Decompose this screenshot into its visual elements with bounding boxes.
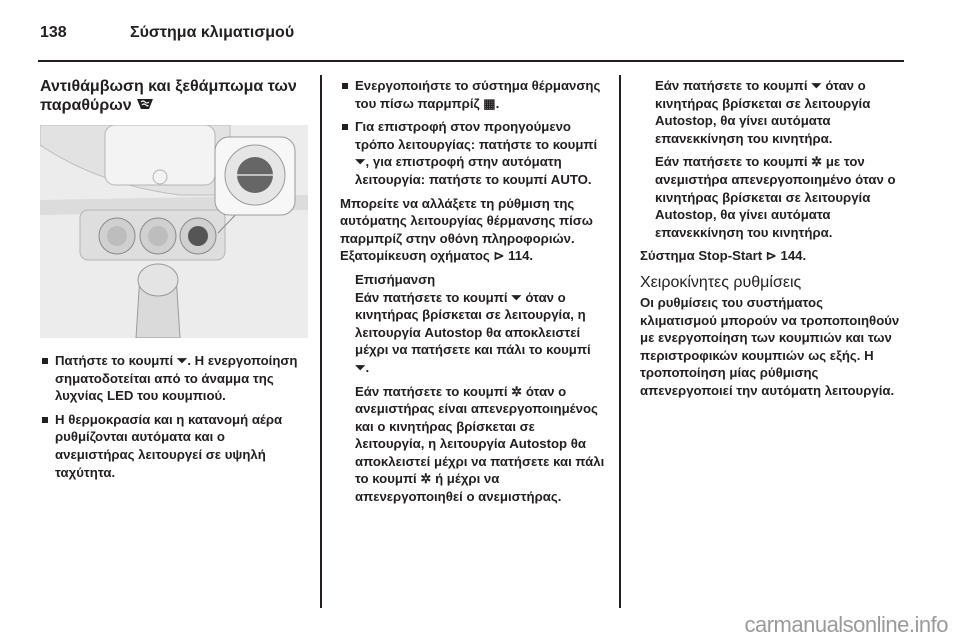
bullet-item: Για επιστροφή στον προηγούμενο τρόπο λειτουργίας: πατήστε το κουμπί ⏷, για επιστροφή στην αυτόματη λειτουργία: πατήστε το κουμπί AUTO.	[340, 118, 605, 188]
column-divider-1	[320, 75, 322, 608]
note-paragraph: Εάν πατήσετε το κουμπί ⏷ όταν ο κινητήρας βρίσκεται σε λειτουργία, η λειτουργία Autostop θα αποκλειστεί μέχρι να πατήσετε και πάλι το κουμπί ⏷.	[355, 289, 591, 375]
header-rule	[38, 60, 904, 62]
column-2	[340, 77, 605, 512]
note-box	[340, 271, 605, 506]
windscreen-defrost-icon	[136, 97, 154, 111]
bullet-item: Ενεργοποιήστε το σύστημα θέρμανσης του πίσω παρμπρίζ ▦.	[340, 77, 605, 112]
cross-reference: Σύστημα Stop-Start ⊳ 144.	[640, 248, 807, 264]
console-figure	[40, 125, 308, 338]
section-title: Αντιθάμβωση και ξεθάμπωμα των παραθύρων	[40, 78, 297, 114]
bullet-item: Πατήστε το κουμπί ⏷. Η ενεργοποίηση σηματοδοτείται από το άναμμα της λυχνίας LED του κουμπιού.	[40, 352, 308, 405]
note-paragraph: Εάν πατήσετε το κουμπί ✲ όταν ο ανεμιστήρας είναι απενεργοποιημένος και ο κινητήρας βρίσκεται σε λειτουργία, η λειτουργία Autostop θα αποκλειστεί μέχρι να πατήσετε και πάλι το κουμπί ✲ ή μέχρι να απενεργοποιηθεί ο ανεμιστήρας.	[355, 383, 605, 505]
column-divider-2	[619, 75, 621, 608]
chapter-title: Σύστημα κλιματισμού	[130, 24, 295, 41]
column-3	[640, 77, 902, 406]
note-continuation	[640, 77, 902, 241]
paragraph: Οι ρυθμίσεις του συστήματος κλιματισμού μπορούν να τροποποιηθούν με ενεργοποίηση των κουμπιών και των περιστροφικών κουμπιών ως εξής. Η τροποποίηση μίας ρύθμισης απενεργοποιεί την αυτόματη λειτουργία.	[640, 294, 900, 398]
page-header	[40, 24, 294, 48]
note-paragraph: Εάν πατήσετε το κουμπί ✲ με τον ανεμιστήρα απενεργοποιημένο όταν ο κινητήρας βρίσκεται σε λειτουργία Autostop, θα γίνει αυτόματα επανεκκίνηση του κινητήρα.	[655, 154, 896, 240]
paragraph: Μπορείτε να αλλάξετε τη ρύθμιση της αυτόματης λειτουργίας θέρμανσης πίσω παρμπρίζ στην οθόνη πληροφοριών. Εξατομίκευση οχήματος ⊳ 114.	[340, 195, 593, 264]
note-title: Επισήμανση	[355, 271, 436, 287]
bullet-item: Η θερμοκρασία και η κατανομή αέρα ρυθμίζονται αυτόματα και ο ανεμιστήρας λειτουργεί σε υψηλή ταχύτητα.	[40, 411, 308, 481]
watermark: carmanualsonline.info	[744, 612, 948, 637]
column-1	[40, 77, 308, 487]
page-number: 138	[40, 24, 67, 41]
subsection-title: Χειροκίνητες ρυθμίσεις	[640, 273, 802, 291]
note-paragraph: Εάν πατήσετε το κουμπί ⏷ όταν ο κινητήρας βρίσκεται σε λειτουργία Autostop, θα γίνει αυτόματα επανεκκίνηση του κινητήρα.	[655, 78, 871, 146]
windscreen-defrost-icon: ⏷	[176, 353, 188, 368]
console-illustration	[40, 125, 308, 338]
